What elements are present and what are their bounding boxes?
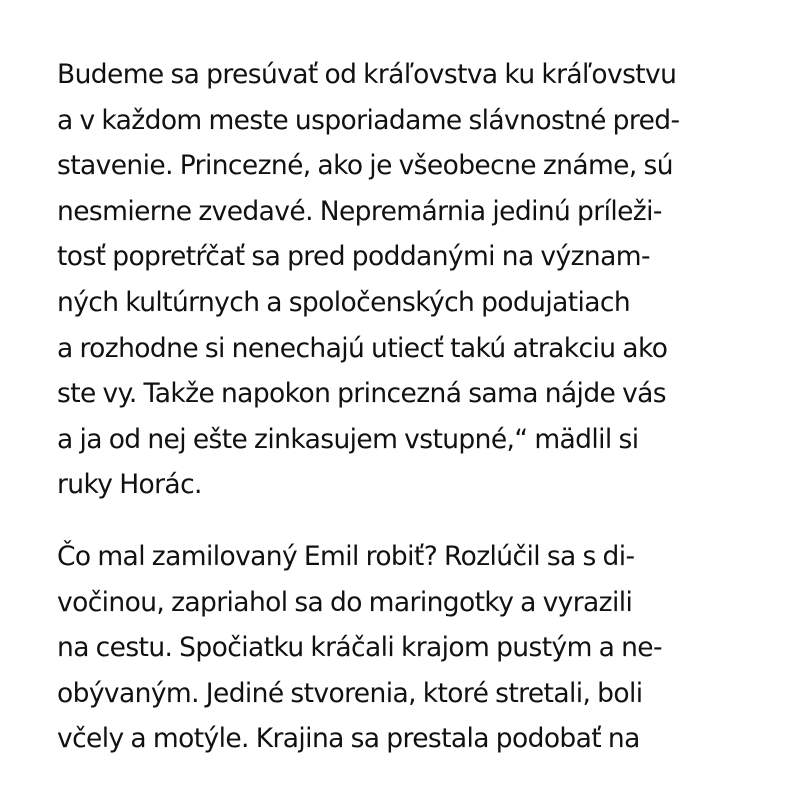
text-line: na cestu. Spočiatku kráčali krajom pustým a ne- bbox=[57, 632, 662, 664]
text-line: a rozhodne si nenechajú utiecť takú atrakciu ako bbox=[57, 332, 668, 364]
text-line: Čo mal zamilovaný Emil robiť? Rozlúčil sa s di- bbox=[57, 541, 635, 572]
text-line: Budeme sa presúvať od kráľovstva ku kráľovstvu bbox=[57, 59, 677, 90]
text-line: nesmierne zvedavé. Nepremárnia jedinú príleži- bbox=[57, 195, 662, 227]
paragraph-emil-journey bbox=[57, 534, 757, 762]
text-line: ných kultúrnych a spoločenských podujatiach bbox=[57, 286, 631, 318]
paragraph-horac-speech bbox=[57, 52, 757, 508]
text-line: tosť popretŕčať sa pred poddanými na význam- bbox=[57, 241, 650, 273]
text-line: a v každom meste usporiadame slávnostné pred- bbox=[57, 104, 680, 136]
text-line: obývaným. Jediné stvorenia, ktoré stretali, boli bbox=[57, 677, 643, 709]
text-line: stavenie. Princezné, ako je všeobecne známe, sú bbox=[57, 150, 673, 182]
text-line: ruky Horác. bbox=[57, 469, 202, 501]
text-line: vočinou, zapriahol sa do maringotky a vyrazili bbox=[57, 586, 633, 618]
text-line: včely a motýle. Krajina sa prestala podobať na bbox=[57, 723, 640, 755]
text-line: ste vy. Takže napokon princezná sama nájde vás bbox=[57, 378, 666, 410]
text-line: a ja od nej ešte zinkasujem vstupné,“ mädlil si bbox=[57, 423, 639, 455]
